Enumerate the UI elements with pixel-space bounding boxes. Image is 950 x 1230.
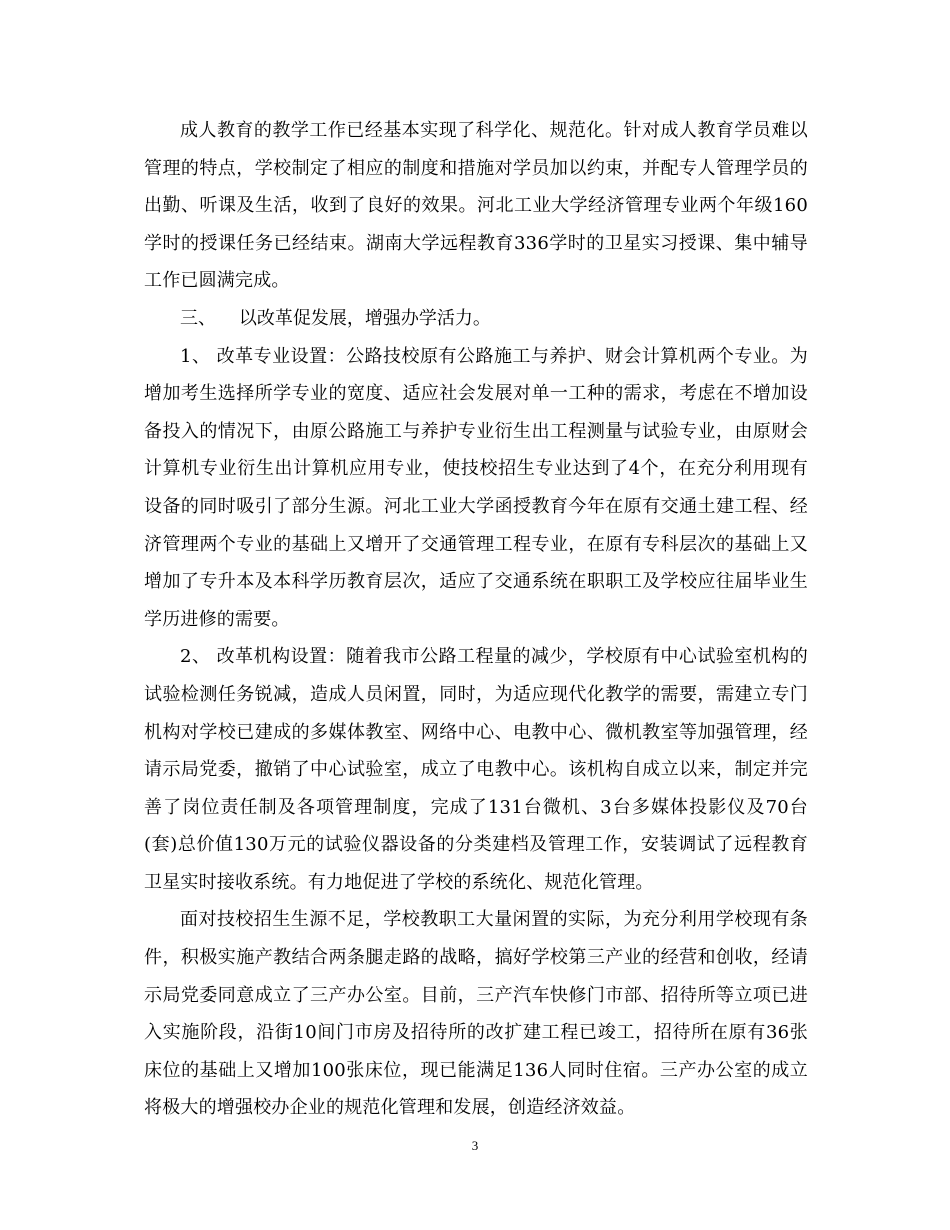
page-number: 3	[471, 1138, 479, 1153]
paragraph-reform-institutions: 2、 改革机构设置：随着我市公路工程量的减少，学校原有中心试验室机构的试验检测任务锐减，造成人员闲置，同时，为适应现代化教学的需要，需建立专门机构对学校已建成的多媒体教室、网络中心、电教中心、微机教室等加强管理，经请示局党委，撤销了中心试验室，成立了电教中心。该机构自成立以来，制定并完善了岗位责任制及各项管理制度，完成了131台微机、3台多媒体投影仪及70台(套)总价值130万元的试验仪器设备的分类建档及管理工作，安装调试了远程教育卫星实时接收系统。有力地促进了学校的系统化、规范化管理。	[144, 646, 808, 893]
paragraph-tertiary-industry: 面对技校招生生源不足，学校教职工大量闲置的实际，为充分利用学校现有条件，积极实施产教结合两条腿走路的战略，搞好学校第三产业的经营和创收，经请示局党委同意成立了三产办公室。目前，三产汽车快修门市部、招待所等立项已进入实施阶段，沿街10间门市房及招待所的改扩建工程已竣工，招待所在原有36张床位的基础上又增加100张床位，现已能满足136人同时住宿。三产办公室的成立将极大的增强校办企业的规范化管理和发展，创造经济效益。	[144, 909, 808, 1119]
paragraph-reform-majors: 1、 改革专业设置：公路技校原有公路施工与养护、财会计算机两个专业。为增加考生选择所学专业的宽度、适应社会发展对单一工种的需求，考虑在不增加设备投入的情况下，由原公路施工与养护专业衍生出工程测量与试验专业，由原财会计算机专业衍生出计算机应用专业，使技校招生专业达到了4个，在充分利用现有设备的同时吸引了部分生源。河北工业大学函授教育今年在原有交通土建工程、经济管理两个专业的基础上又增开了交通管理工程专业，在原有专科层次的基础上又增加了专升本及本科学历教育层次，适应了交通系统在职职工及学校应往届毕业生学历进修的需要。	[144, 345, 808, 630]
section-heading-reform: 三、 以改革促发展，增强办学活力。	[180, 307, 491, 329]
document-body	[144, 112, 808, 1127]
paragraph-adult-education: 成人教育的教学工作已经基本实现了科学化、规范化。针对成人教育学员难以管理的特点，学校制定了相应的制度和措施对学员加以约束，并配专人管理学员的出勤、听课及生活，收到了良好的效果。河北工业大学经济管理专业两个年级160学时的授课任务已经结束。湖南大学远程教育336学时的卫星实习授课、集中辅导工作已圆满完成。	[144, 120, 808, 292]
